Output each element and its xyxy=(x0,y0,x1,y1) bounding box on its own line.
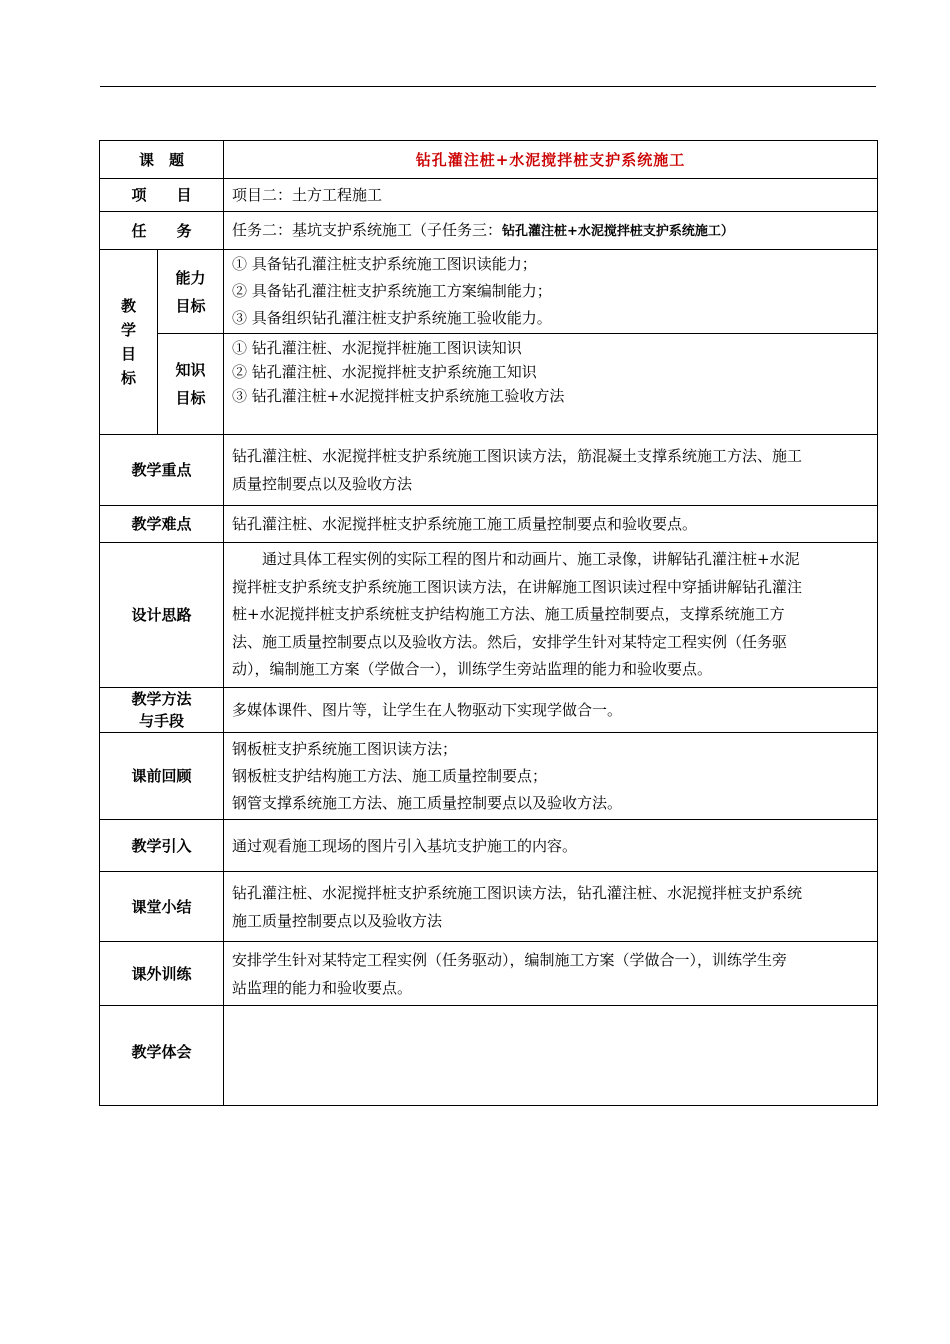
task-row xyxy=(100,212,878,250)
key-points-row xyxy=(100,435,878,506)
knowledge-item: ③ 钻孔灌注桩+水泥搅拌桩支护系统施工验收方法 xyxy=(232,387,565,405)
project-value: 项目二：土方工程施工 xyxy=(224,179,878,212)
reflection-row xyxy=(100,1006,878,1106)
methods-row xyxy=(100,688,878,733)
knowledge-objective-row xyxy=(100,334,878,435)
intro-value: 通过观看施工现场的图片引入基坑支护施工的内容。 xyxy=(224,820,878,872)
design-line: 动），编制施工方案（学做合一），训练学生旁站监理的能力和验收要点。 xyxy=(232,660,713,679)
intro-label: 教学引入 xyxy=(100,820,224,872)
task-label: 任 务 xyxy=(100,212,224,250)
reflection-value xyxy=(224,1006,878,1106)
review-line: 钢管支撑系统施工方法、施工质量控制要点以及验收方法。 xyxy=(232,793,623,812)
methods-label-line: 与手段 xyxy=(139,712,185,730)
project-label: 项 目 xyxy=(100,179,224,212)
summary-row xyxy=(100,872,878,942)
design-line: 桩+水泥搅拌桩支护系统桩支护结构施工方法、施工质量控制要点，支撑系统施工方 xyxy=(232,605,785,624)
design-line: 法、施工质量控制要点以及验收方法。然后，安排学生针对某特定工程实例（任务驱 xyxy=(232,632,788,651)
topic-label: 课 题 xyxy=(100,141,224,179)
homework-line: 站监理的能力和验收要点。 xyxy=(232,978,413,997)
summary-value xyxy=(224,872,878,942)
key-points-line: 质量控制要点以及验收方法 xyxy=(232,475,413,493)
task-value-subtask: 钻孔灌注桩+水泥搅拌桩支护系统施工） xyxy=(502,223,734,239)
knowledge-objective-label xyxy=(158,334,224,435)
objectives-label-char: 学 xyxy=(120,321,136,339)
summary-line: 钻孔灌注桩、水泥搅拌桩支护系统施工图识读方法，钻孔灌注桩、水泥搅拌桩支护系统 xyxy=(232,883,803,902)
ability-label-line: 目标 xyxy=(175,296,206,315)
review-row xyxy=(100,733,878,820)
ability-objective-label xyxy=(158,250,224,334)
task-value xyxy=(224,212,878,250)
ability-item: ③ 具备组织钻孔灌注桩支护系统施工验收能力。 xyxy=(232,309,552,327)
topic-title: 钻孔灌注桩+水泥搅拌桩支护系统施工 xyxy=(224,141,878,179)
review-line: 钢板桩支护结构施工方法、施工质量控制要点； xyxy=(232,766,548,785)
task-value-prefix: 任务二：基坑支护系统施工（子任务三： xyxy=(232,220,503,239)
difficulties-row xyxy=(100,506,878,543)
design-value xyxy=(224,543,878,688)
ability-item: ② 具备钻孔灌注桩支护系统施工方案编制能力； xyxy=(232,282,552,300)
key-points-line: 钻孔灌注桩、水泥搅拌桩支护系统施工图识读方法，筋混凝土支撑系统施工方法、施工 xyxy=(232,447,803,465)
methods-label-line: 教学方法 xyxy=(131,690,192,708)
difficulties-value: 钻孔灌注桩、水泥搅拌桩支护系统施工施工质量控制要点和验收要点。 xyxy=(224,506,878,543)
knowledge-item: ① 钻孔灌注桩、水泥搅拌桩施工图识读知识 xyxy=(232,339,522,357)
reflection-label: 教学体会 xyxy=(100,1006,224,1106)
methods-label xyxy=(100,688,224,733)
ability-item: ① 具备钻孔灌注桩支护系统施工图识读能力； xyxy=(232,255,537,273)
objectives-label-char: 教 xyxy=(120,297,136,315)
ability-label-line: 能力 xyxy=(175,268,206,287)
methods-value: 多媒体课件、图片等，让学生在人物驱动下实现学做合一。 xyxy=(224,688,878,733)
intro-row xyxy=(100,820,878,872)
difficulties-label: 教学难点 xyxy=(100,506,224,543)
key-points-value xyxy=(224,435,878,506)
objectives-label xyxy=(100,250,158,435)
design-line: 通过具体工程实例的实际工程的图片和动画片、施工录像，讲解钻孔灌注桩+水泥 xyxy=(262,550,800,569)
homework-value xyxy=(224,942,878,1006)
objectives-label-char: 目 xyxy=(120,345,136,363)
lesson-plan-table xyxy=(99,140,878,1106)
header-rule xyxy=(100,86,876,87)
design-line: 搅拌桩支护系统支护系统施工图识读方法，在讲解施工图识读过程中穿插讲解钻孔灌注 xyxy=(232,577,803,596)
ability-objective-list xyxy=(224,250,878,334)
knowledge-label-line: 知识 xyxy=(175,361,206,379)
homework-label: 课外训练 xyxy=(100,942,224,1006)
knowledge-objective-list xyxy=(224,334,878,435)
review-value xyxy=(224,733,878,820)
homework-row xyxy=(100,942,878,1006)
review-label: 课前回顾 xyxy=(100,733,224,820)
homework-line: 安排学生针对某特定工程实例（任务驱动），编制施工方案（学做合一），训练学生旁 xyxy=(232,950,788,969)
review-line: 钢板桩支护系统施工图识读方法； xyxy=(232,739,458,758)
summary-line: 施工质量控制要点以及验收方法 xyxy=(232,911,443,930)
project-row xyxy=(100,179,878,212)
knowledge-label-line: 目标 xyxy=(175,389,206,407)
topic-row xyxy=(100,141,878,179)
design-row xyxy=(100,543,878,688)
objectives-label-char: 标 xyxy=(120,369,136,387)
summary-label: 课堂小结 xyxy=(100,872,224,942)
key-points-label: 教学重点 xyxy=(100,435,224,506)
knowledge-item: ② 钻孔灌注桩、水泥搅拌桩支护系统施工知识 xyxy=(232,363,537,381)
ability-objective-row xyxy=(100,250,878,334)
design-label: 设计思路 xyxy=(100,543,224,688)
